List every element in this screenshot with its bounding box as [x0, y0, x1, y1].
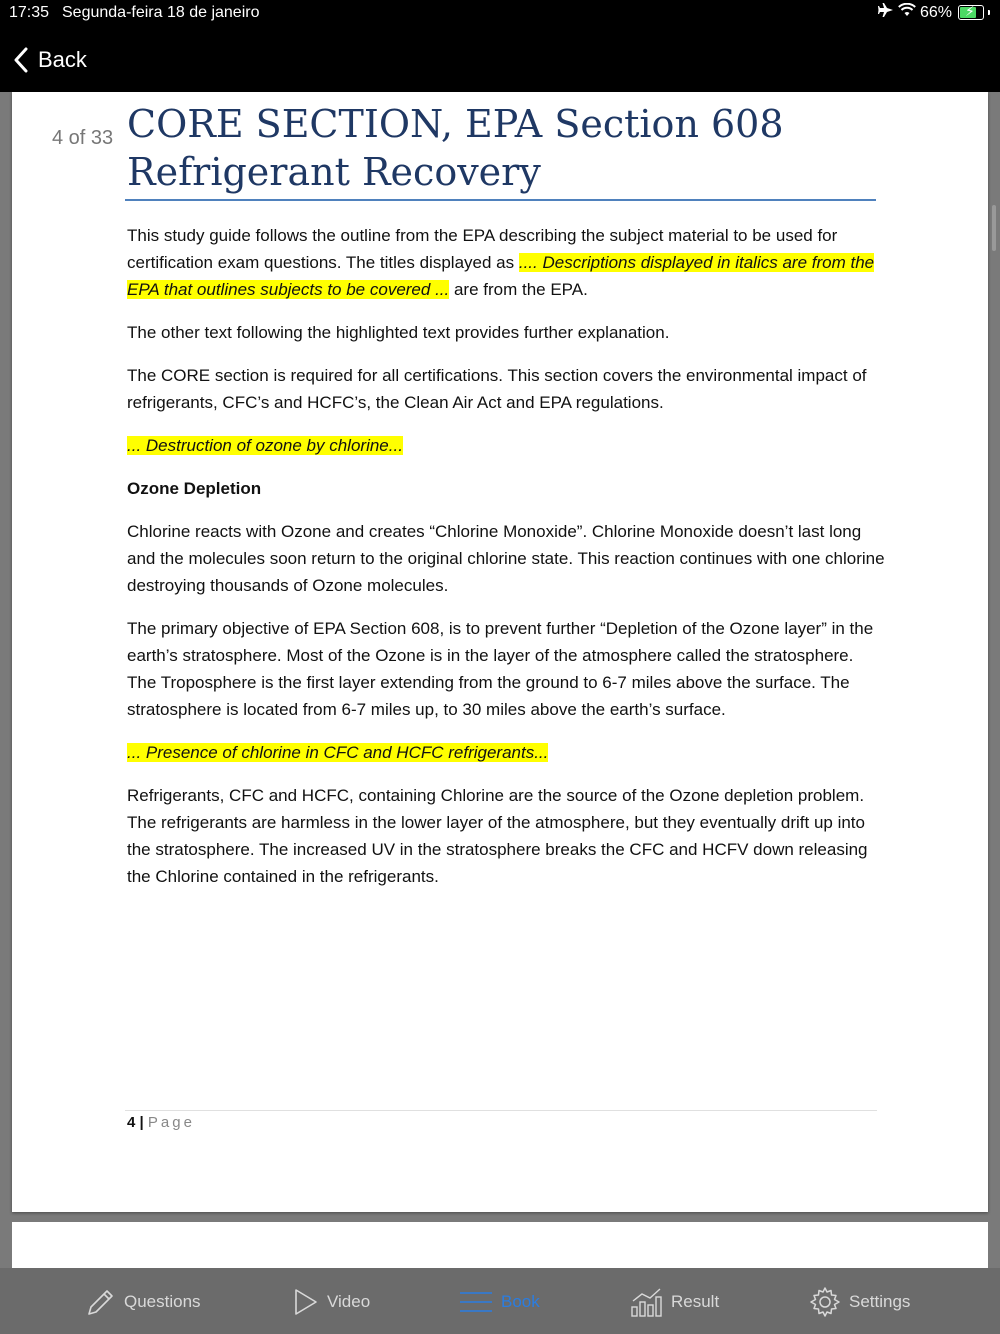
- bar-chart-icon: [631, 1287, 663, 1317]
- title-underline: [125, 199, 876, 201]
- footer-separator: |: [135, 1114, 148, 1131]
- document-title: CORE SECTION, EPA Section 608 Refrigerant Recovery: [127, 102, 784, 194]
- airplane-icon: [878, 3, 894, 22]
- tab-book-label: Book: [501, 1292, 540, 1311]
- footer-page-number: 4: [127, 1114, 136, 1131]
- tab-result-label: Result: [671, 1292, 720, 1311]
- subheading-ozone-depletion: Ozone Depletion: [127, 479, 262, 498]
- paragraph-intro: [127, 222, 887, 303]
- highlight-destruction-block: [127, 432, 887, 459]
- footer-page-word: Page: [147, 1114, 195, 1131]
- tab-video-label: Video: [327, 1292, 371, 1311]
- pencil-icon: [86, 1287, 116, 1317]
- intro-text-end: are from the EPA.: [449, 280, 588, 299]
- tab-book[interactable]: [459, 1282, 540, 1322]
- battery-percentage: 66%: [919, 3, 952, 21]
- chevron-left-icon: [14, 47, 28, 73]
- scroll-indicator[interactable]: [992, 205, 996, 251]
- paragraph-refrigerants: Refrigerants, CFC and HCFC, containing Chlorine are the source of the Ozone depletion problem. The refrigerants are harmless in the lower layer of the atmosphere, but they eventually drift up into the stratosphere. The increased UV in the stratosphere breaks the CFC and HCFV down releasing the Chlorine contained in the refrigerants.: [127, 786, 868, 886]
- tab-settings[interactable]: [809, 1282, 910, 1322]
- status-right: [878, 3, 990, 22]
- intro-text: This study guide follows the outline from the EPA describing the subject material to be used for certification exam questions. The titles displayed as: [127, 226, 838, 272]
- tab-video[interactable]: [293, 1282, 370, 1322]
- paragraph-primary-objective: The primary objective of EPA Section 608, is to prevent further “Depletion of the Ozone layer” in the earth’s stratosphere. Most of the Ozone is in the layer of the atmosphere called the stratosphere. The Troposphere is the first layer extending from the ground to 6-7 miles above the surface. The stratosphere is located from 6-7 miles up, to 30 miles above the earth’s surface.: [127, 619, 874, 719]
- tab-result[interactable]: [631, 1282, 719, 1322]
- play-icon: [293, 1288, 319, 1316]
- status-time: 17:35: [9, 4, 50, 21]
- nav-bar: [0, 28, 1000, 92]
- tab-bar: [0, 1268, 1000, 1334]
- highlight-intro: .... Descriptions displayed in italics are from the EPA that outlines subjects to be covered ...: [127, 253, 875, 299]
- battery-tip: [988, 10, 990, 15]
- tab-settings-label: Settings: [849, 1292, 911, 1311]
- back-button[interactable]: [14, 40, 87, 80]
- menu-lines-icon: [459, 1290, 493, 1314]
- reader-area[interactable]: [0, 92, 1000, 1268]
- gear-icon: [809, 1286, 841, 1318]
- page-counter: 4 of 33: [52, 127, 114, 149]
- paragraph-core-section: The CORE section is required for all certifications. This section covers the environmental impact of refrigerants, CFC’s and HCFC’s, the Clean Air Act and EPA regulations.: [127, 366, 867, 412]
- page-footer: [127, 1114, 195, 1131]
- tab-questions-label: Questions: [124, 1292, 201, 1311]
- status-date: Segunda-feira 18 de janeiro: [62, 4, 260, 21]
- document-page[interactable]: [12, 92, 988, 1212]
- footer-divider: [125, 1110, 877, 1111]
- back-label: Back: [38, 47, 87, 72]
- highlight-presence-block: [127, 739, 887, 766]
- paragraph-other-text: The other text following the highlighted text provides further explanation.: [127, 323, 670, 342]
- next-page-preview[interactable]: [12, 1222, 988, 1272]
- charging-bolt-icon: ⚡: [965, 3, 975, 19]
- status-bar: [0, 0, 1000, 28]
- document-body: [127, 222, 887, 906]
- highlight-destruction: ... Destruction of ozone by chlorine...: [127, 436, 403, 455]
- tab-questions[interactable]: [86, 1282, 201, 1322]
- wifi-icon: [898, 3, 916, 22]
- highlight-presence: ... Presence of chlorine in CFC and HCFC refrigerants...: [127, 743, 549, 762]
- paragraph-chlorine-reaction: Chlorine reacts with Ozone and creates “Chlorine Monoxide”. Chlorine Monoxide doesn’t last long and the molecules soon return to the original chlorine state. This reaction continues with one chlorine destroying thousands of Ozone molecules.: [127, 522, 885, 595]
- battery-charging-icon: [958, 5, 984, 20]
